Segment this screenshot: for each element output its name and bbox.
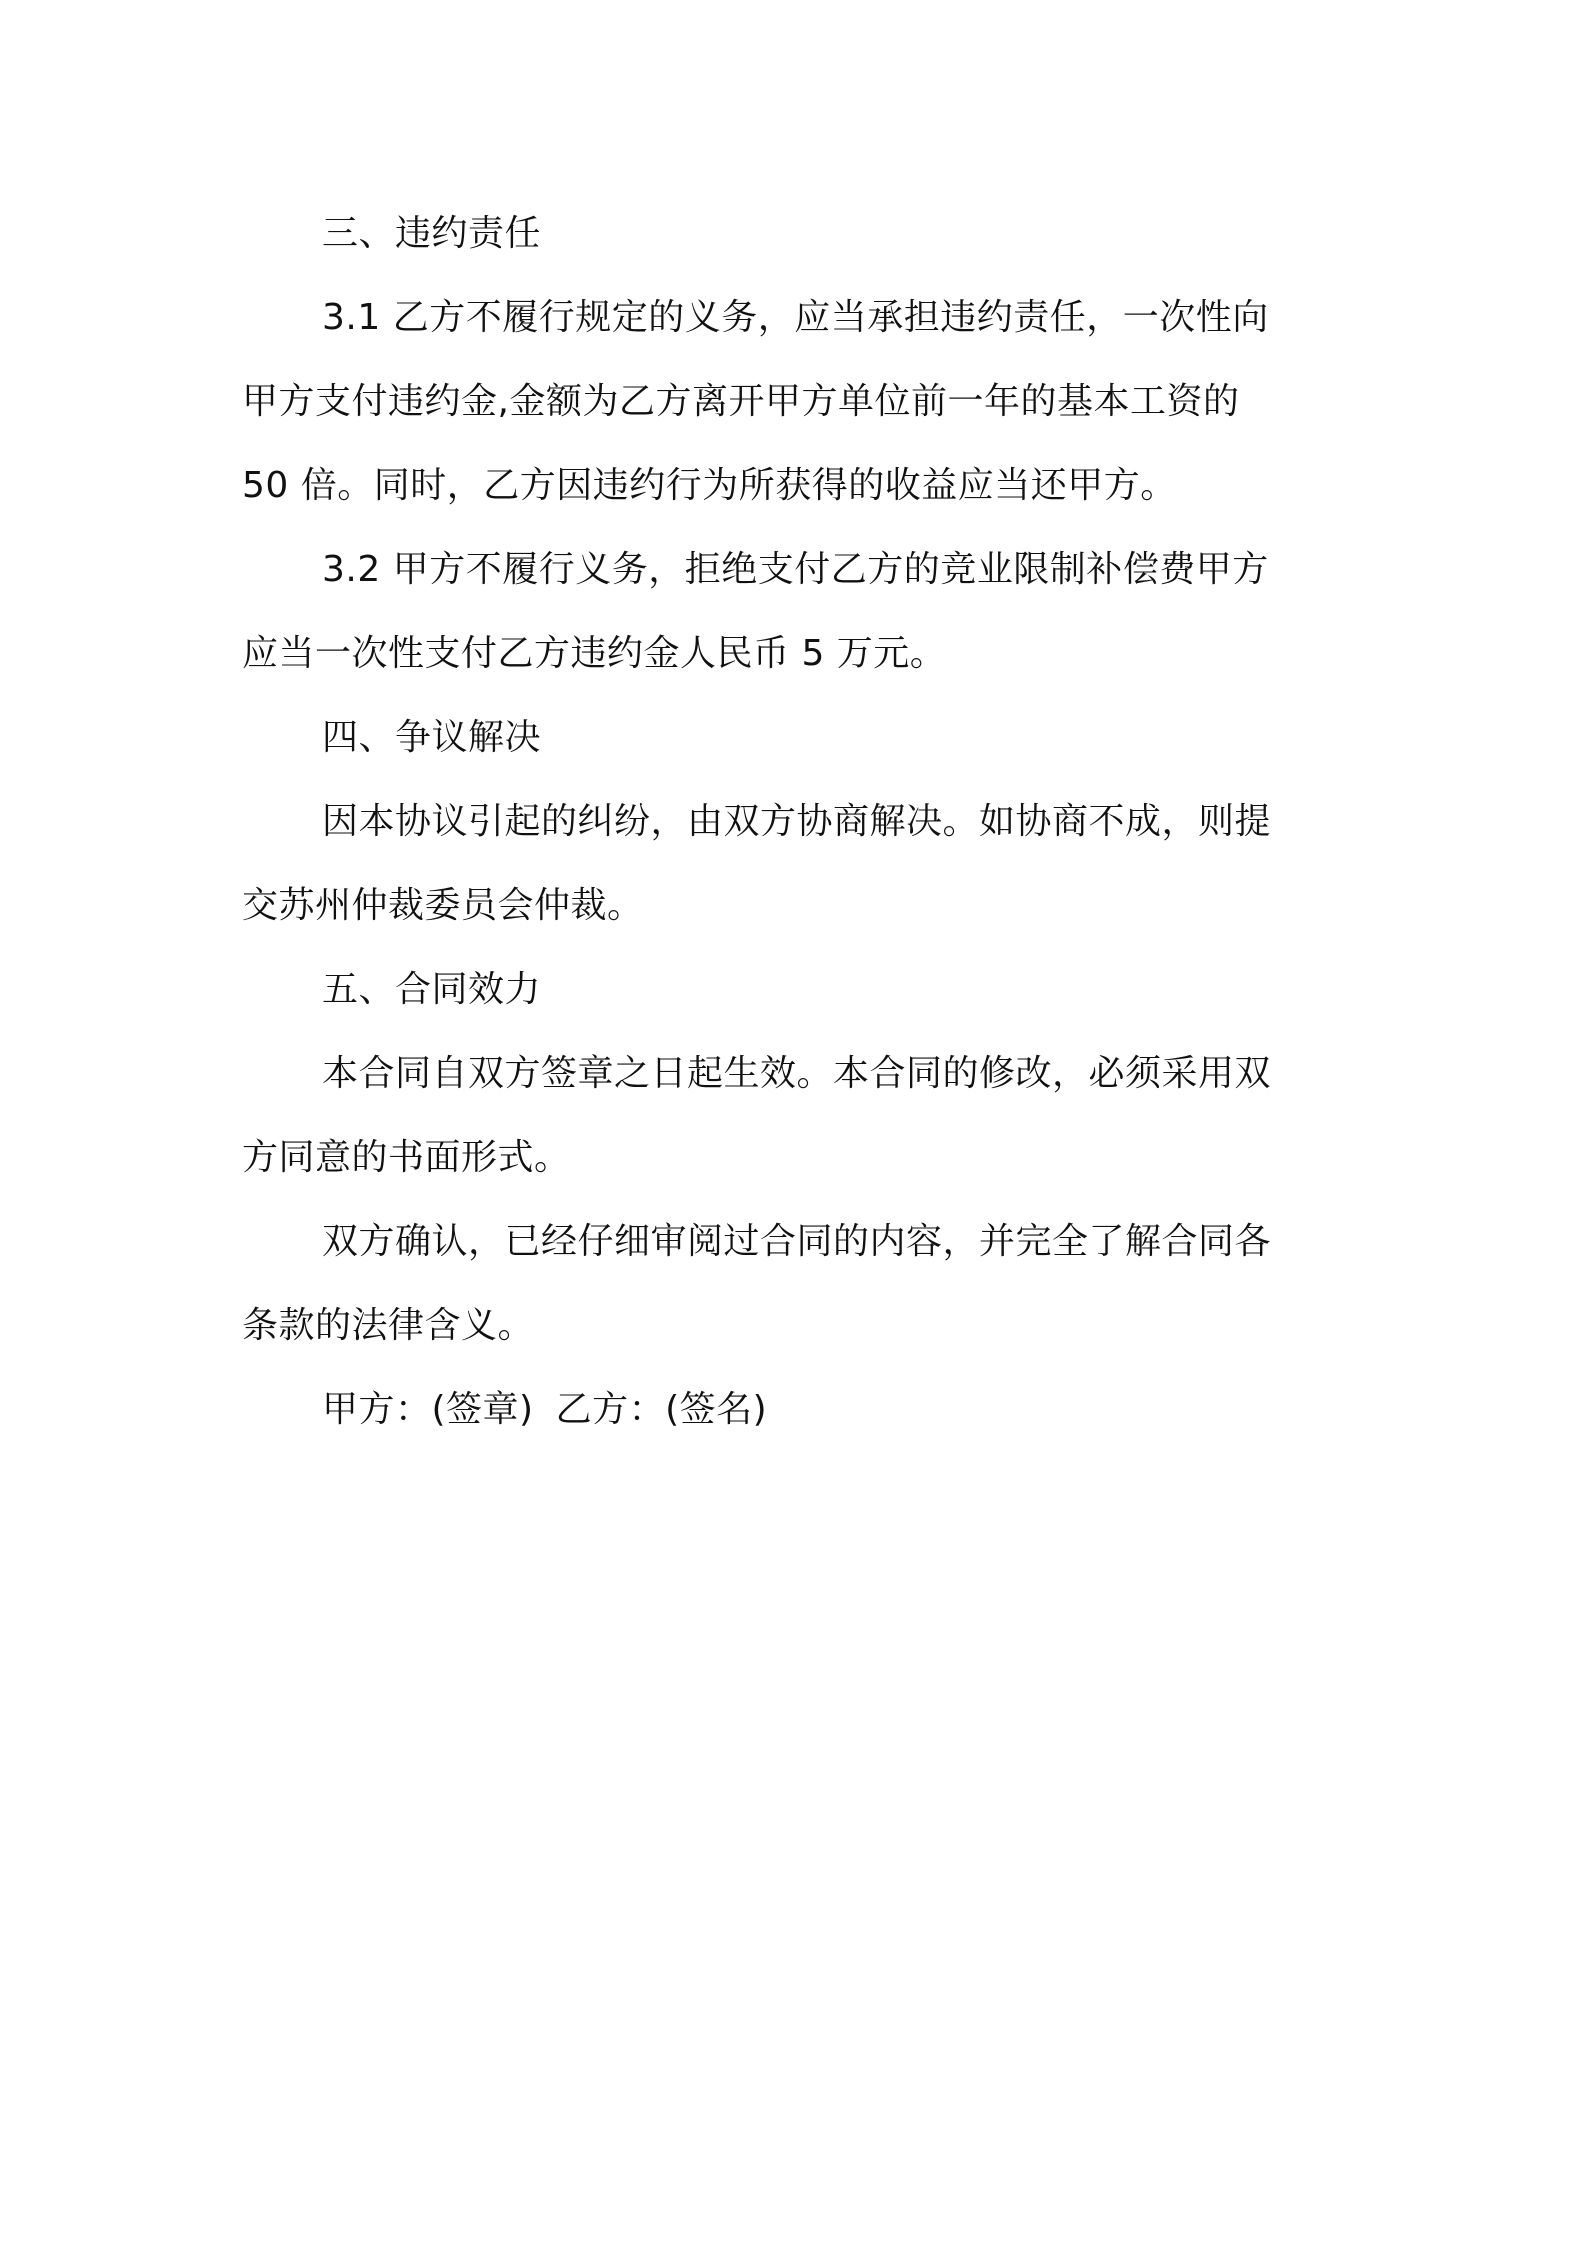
clause-3-1-line-3: 50 倍。同时，乙方因违约行为所获得的收益应当还甲方。	[242, 465, 1177, 506]
signature-line	[242, 1368, 1354, 1452]
confirmation-line-2: 条款的法律含义。	[242, 1305, 535, 1346]
party-a-signature: 甲方：(签章)	[322, 1389, 534, 1430]
dispute-clause-line-1: 因本协议引起的纠纷，由双方协商解决。如协商不成，则提	[322, 801, 1272, 842]
section-heading-contract-validity: 五、合同效力	[322, 969, 542, 1010]
clause-3-1-line-2: 甲方支付违约金,金额为乙方离开甲方单位前一年的基本工资的	[242, 381, 1240, 422]
clause-3-1-line-1: 3.1 乙方不履行规定的义务，应当承担违约责任，一次性向	[322, 297, 1269, 338]
party-b-signature: 乙方：(签名)	[555, 1389, 768, 1430]
clause-3-2-line-2: 应当一次性支付乙方违约金人民币 5 万元。	[242, 633, 947, 674]
section-heading-dispute-resolution: 四、争议解决	[322, 717, 542, 758]
dispute-clause-line-2: 交苏州仲裁委员会仲裁。	[242, 885, 644, 926]
validity-clause-line-2: 方同意的书面形式。	[242, 1137, 571, 1178]
confirmation-line-1: 双方确认，已经仔细审阅过合同的内容，并完全了解合同各	[322, 1221, 1272, 1262]
section-heading-breach-liability: 三、违约责任	[322, 213, 542, 254]
document-body	[242, 192, 1354, 1452]
clause-3-2-line-1: 3.2 甲方不履行义务，拒绝支付乙方的竞业限制补偿费甲方	[322, 549, 1269, 590]
validity-clause-line-1: 本合同自双方签章之日起生效。本合同的修改，必须采用双	[322, 1053, 1272, 1094]
